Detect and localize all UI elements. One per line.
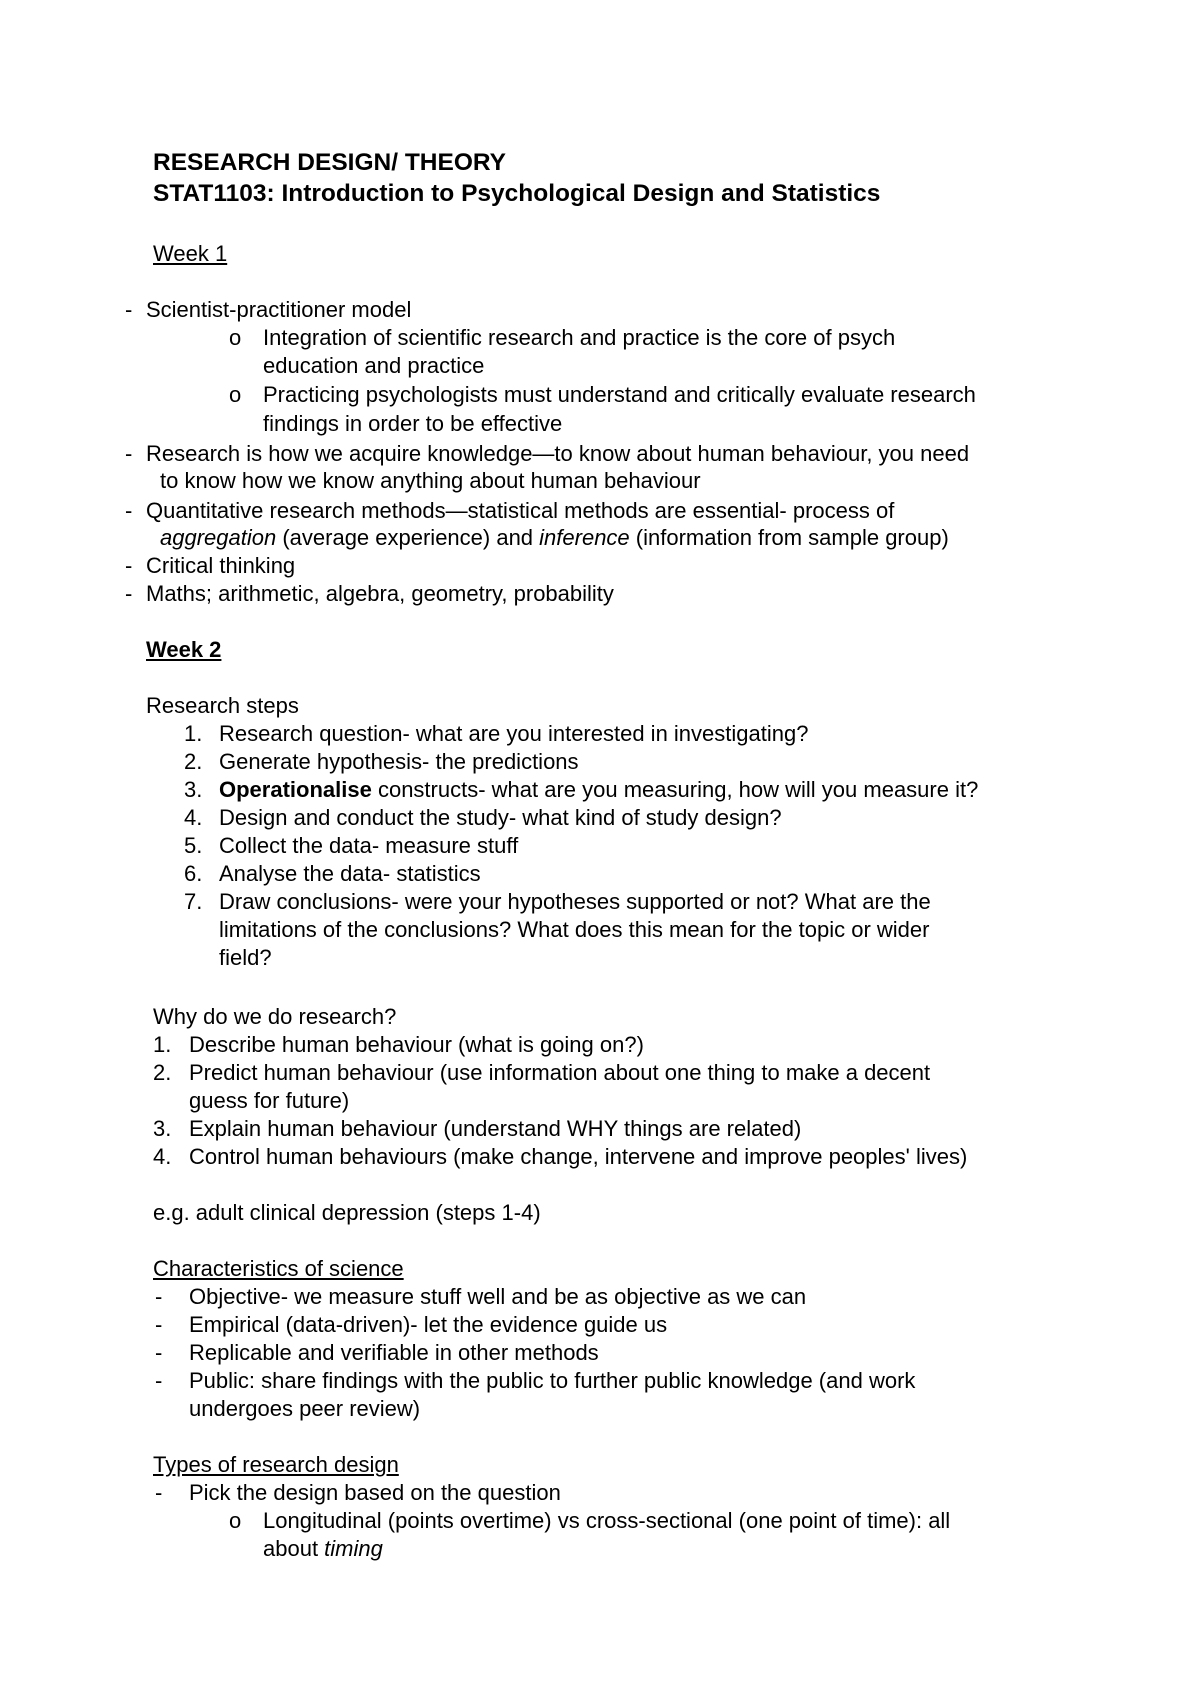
number-marker: 2. [153, 1060, 172, 1085]
characteristic-4-line1: Public: share findings with the public to further public knowledge (and work [189, 1368, 916, 1393]
week1-item-3-line2 [160, 524, 949, 552]
week1-heading: Week 1 [153, 241, 228, 266]
why-item-1: Describe human behaviour (what is going on?) [189, 1032, 644, 1057]
number-marker: 4. [184, 805, 203, 830]
number-marker: 1. [184, 721, 203, 746]
week1-item-4: Critical thinking [146, 553, 296, 578]
step-2: Generate hypothesis- the predictions [219, 749, 579, 774]
types-heading: Types of research design [153, 1452, 399, 1477]
characteristic-1: Objective- we measure stuff well and be as objective as we can [189, 1284, 807, 1309]
circle-bullet: o [229, 382, 242, 407]
week1-sub-1-line1: Integration of scientific research and practice is the core of psych [263, 325, 896, 350]
characteristic-2: Empirical (data-driven)- let the evidence guide us [189, 1312, 668, 1337]
number-marker: 2. [184, 749, 203, 774]
why-item-4: Control human behaviours (make change, intervene and improve peoples' lives) [189, 1144, 968, 1169]
example-note: e.g. adult clinical depression (steps 1-4) [153, 1200, 541, 1225]
number-marker: 3. [184, 777, 203, 802]
why-item-3: Explain human behaviour (understand WHY things are related) [189, 1116, 802, 1141]
week1-item-5: Maths; arithmetic, algebra, geometry, probability [146, 581, 614, 606]
why-item-2-line2: guess for future) [189, 1088, 350, 1113]
text-segment: (information from sample group) [629, 525, 949, 550]
step-7-line2: limitations of the conclusions? What does this mean for the topic or wider [219, 917, 930, 942]
doc-title: RESEARCH DESIGN/ THEORY [153, 149, 507, 176]
number-marker: 1. [153, 1032, 172, 1057]
why-item-2-line1: Predict human behaviour (use information about one thing to make a decent [189, 1060, 931, 1085]
dash-bullet: - [125, 553, 133, 578]
doc-subtitle: STAT1103: Introduction to Psychological Design and Statistics [153, 180, 881, 207]
dash-bullet: - [125, 441, 133, 466]
term-inference: inference [539, 525, 630, 550]
characteristic-4-line2: undergoes peer review) [189, 1396, 421, 1421]
dash-bullet: - [155, 1368, 163, 1393]
step-1: Research question- what are you interested in investigating? [219, 721, 809, 746]
dash-bullet: - [155, 1284, 163, 1309]
number-marker: 5. [184, 833, 203, 858]
term-timing: timing [324, 1536, 383, 1561]
week1-sub-1-line2: education and practice [263, 353, 485, 378]
dash-bullet: - [155, 1312, 163, 1337]
characteristics-heading: Characteristics of science [153, 1256, 404, 1281]
step-7-line3: field? [219, 945, 272, 970]
dash-bullet: - [125, 581, 133, 606]
text-segment: about [263, 1536, 325, 1561]
characteristic-3: Replicable and verifiable in other methods [189, 1340, 599, 1365]
week1-item-2-line1: Research is how we acquire knowledge—to know about human behaviour, you need [146, 441, 970, 466]
types-item-1: Pick the design based on the question [189, 1480, 561, 1505]
week1-item-1: Scientist-practitioner model [146, 297, 412, 322]
step-4: Design and conduct the study- what kind of study design? [219, 805, 782, 830]
term-aggregation: aggregation [160, 525, 277, 550]
text-segment: constructs- what are you measuring, how will you measure it? [371, 777, 979, 802]
types-sub-line1: Longitudinal (points overtime) vs cross-sectional (one point of time): all [263, 1508, 951, 1533]
why-research-title: Why do we do research? [153, 1004, 397, 1029]
text-segment: (average experience) and [276, 525, 540, 550]
number-marker: 4. [153, 1144, 172, 1169]
step-6: Analyse the data- statistics [219, 861, 481, 886]
number-marker: 3. [153, 1116, 172, 1141]
number-marker: 7. [184, 889, 203, 914]
dash-bullet: - [155, 1480, 163, 1505]
research-steps-title: Research steps [146, 693, 299, 718]
dash-bullet: - [125, 498, 133, 523]
step-3 [219, 776, 978, 804]
step-7-line1: Draw conclusions- were your hypotheses supported or not? What are the [219, 889, 931, 914]
circle-bullet: o [229, 325, 242, 350]
number-marker: 6. [184, 861, 203, 886]
types-sub-line2 [263, 1535, 383, 1563]
dash-bullet: - [125, 297, 133, 322]
week1-sub-2-line1: Practicing psychologists must understand and critically evaluate research [263, 382, 976, 407]
week2-heading: Week 2 [146, 637, 222, 662]
week1-item-2-line2: to know how we know anything about human behaviour [160, 468, 701, 493]
step-5: Collect the data- measure stuff [219, 833, 519, 858]
term-operationalise: Operationalise [219, 777, 372, 802]
dash-bullet: - [155, 1340, 163, 1365]
circle-bullet: o [229, 1508, 242, 1533]
week1-sub-2-line2: findings in order to be effective [263, 411, 563, 436]
week1-item-3-line1: Quantitative research methods—statistical methods are essential- process of [146, 498, 895, 523]
